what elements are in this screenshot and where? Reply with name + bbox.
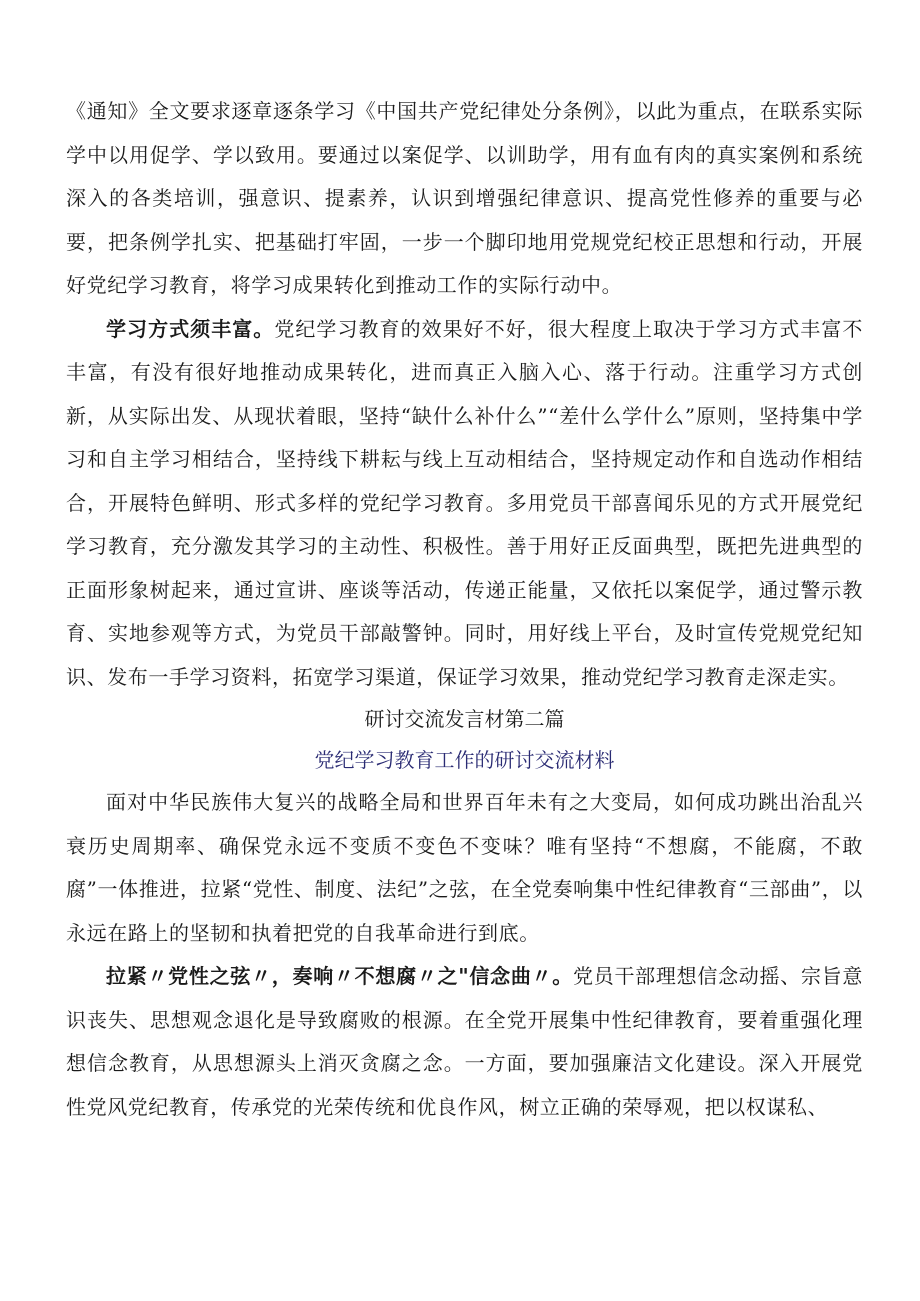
article-heading: 研讨交流发言材第二篇	[364, 707, 565, 731]
section-lead-study-methods: 学习方式须丰富。	[106, 316, 275, 341]
paragraph-2-text: 党纪学习教育的效果好不好，很大程度上取决于学习方式丰富不丰富，有没有很好地推动成果转化，进而真正入脑入心、落于行动。注重学习方式创新，从实际出发、从现状着眼，坚持“缺什么补什么”“差什么学什么”原则，坚持集中学习和自主学习相结合，坚持线下耕耘与线上互动相结合，坚持规定动作和自选动作相结合，开展特色鲜明、形式多样的党纪学习教育。多用党员干部喜闻乐见的方式开展党纪学习教育，充分激发其学习的主动性、积极性。善于用好正反面典型，既把先进典型的正面形象树起来，通过宣讲、座谈等活动，传递正能量，又依托以案促学，通过警示教育、实地参观等方式，为党员干部敲警钟。同时，用好线上平台，及时宣传党规党纪知识、发布一手学习资料，拓宽学习渠道，保证学习效果，推动党纪学习教育走深走实。	[66, 316, 863, 689]
body-paragraph-3: 面对中华民族伟大复兴的战略全局和世界百年未有之大变局，如何成功跳出治乱兴衰历史周期率、确保党永远不变质不变色不变味？唯有坚持“不想腐，不能腐，不敢腐”一体推进，拉紧“党性、制度、法纪”之弦，在全党奏响集中性纪律教育“三部曲”，以永远在路上的坚韧和执着把党的自我革命进行到底。	[66, 790, 863, 945]
paragraph-4-text: 党员干部理想信念动摇、宗旨意识丧失、思想观念退化是导致腐败的根源。在全党开展集中性纪律教育，要着重强化理想信念教育，从思想源头上消灭贪腐之念。一方面，要加强廉洁文化建设。深入开展党性党风党纪教育，传承党的光荣传统和优良作风，树立正确的荣辱观，把以权谋私、	[66, 964, 863, 1119]
body-paragraph-4	[66, 955, 863, 1129]
body-paragraph-1: 《通知》全文要求逐章逐条学习《中国共产党纪律处分条例》，以此为重点，在联系实际学中以用促学、学以致用。要通过以案促学、以训助学，用有血有肉的真实案例和系统深入的各类培训，强意识、提素养，认识到增强纪律意识、提高党性修养的重要与必要，把条例学扎实、把基础打牢固，一步一个脚印地用党规党纪校正思想和行动，开展好党纪学习教育，将学习成果转化到推动工作的实际行动中。	[66, 99, 863, 297]
section-lead-party-spirit: 拉紧〃党性之弦〃，奏响〃不想腐〃之"信念曲〃。	[106, 964, 574, 988]
document-page	[66, 90, 863, 1129]
body-paragraph-2	[66, 308, 863, 700]
article-subheading: 党纪学习教育工作的研讨交流材料	[314, 748, 615, 772]
